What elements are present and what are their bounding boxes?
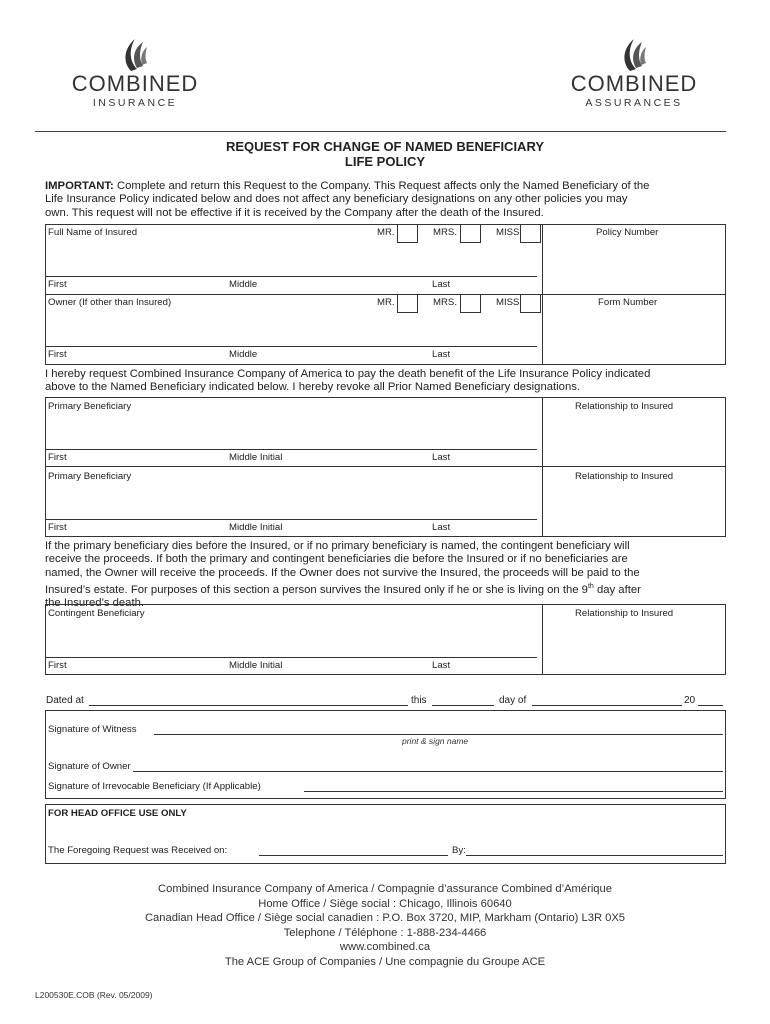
primary2-name-line[interactable] [45, 519, 537, 520]
primary-beneficiary-label: Primary Beneficiary [48, 401, 132, 412]
insured-divider [542, 224, 543, 295]
owner-mr-checkbox[interactable] [397, 294, 418, 313]
brand-name: COMBINED [71, 71, 199, 96]
dated-at-field[interactable] [89, 705, 408, 706]
mr-label: MR. [377, 227, 395, 238]
miss-label: MISS [496, 227, 520, 238]
contingent-name-line[interactable] [45, 657, 537, 658]
owner-signature-label: Signature of Owner [48, 761, 131, 772]
feather-logo-icon [115, 35, 155, 73]
owner-miss-checkbox[interactable] [520, 294, 541, 313]
last-label: Last [432, 522, 451, 533]
mr-label: MR. [377, 297, 395, 308]
contingent-line-4b: day after [593, 583, 641, 596]
primary1-name-line[interactable] [45, 449, 537, 450]
superscript-th: th [587, 583, 594, 591]
first-label: First [48, 279, 67, 290]
miss-label: MISS [496, 297, 520, 308]
first-label: First [48, 349, 67, 360]
title-line-2: LIFE POLICY [344, 154, 426, 169]
brand-sub: ASSURANCES [585, 97, 683, 109]
brand-name: COMBINED [570, 71, 698, 96]
miss-checkbox[interactable] [520, 224, 541, 243]
this-field[interactable] [432, 705, 494, 706]
important-line-1: Complete and return this Request to the Company. This Request affects only the Named Beneficiary of the [113, 180, 650, 192]
footer-line-3: Canadian Head Office / Siège social canadien : P.O. Box 3720, MIP, Markham (Ontario) L3R 0X5 [144, 912, 626, 925]
form-code: L200530E.COB (Rev. 05/2009) [35, 990, 153, 1000]
owner-name-line[interactable] [45, 346, 537, 347]
important-notice [45, 180, 727, 220]
day-of-field[interactable] [532, 705, 682, 706]
irrevocable-signature-line[interactable] [304, 791, 723, 792]
relationship-label: Relationship to Insured [575, 608, 674, 619]
head-office-title: FOR HEAD OFFICE USE ONLY [48, 808, 187, 819]
mrs-label: MRS. [433, 297, 457, 308]
logo-combined-insurance [45, 35, 225, 109]
contingent-line-3: named, the Owner will receive the proceeds. If the Owner does not survive the Insured, the proceeds will be paid to the [45, 566, 640, 579]
request-line-1: I hereby request Combined Insurance Company of America to pay the death benefit of the Life Insurance Policy indicated [45, 368, 651, 380]
by-label: By: [452, 845, 466, 856]
request-line-2: above to the Named Beneficiary indicated below. I hereby revoke all Prior Named Beneficiary designations. [45, 381, 581, 394]
contingent-text [45, 540, 727, 611]
owner-signature-line[interactable] [133, 771, 723, 772]
footer-line-4: Telephone / Téléphone : 1-888-234-4466 [283, 926, 487, 939]
last-label: Last [432, 452, 451, 463]
middle-initial-label: Middle Initial [229, 522, 283, 533]
primary-beneficiary-label: Primary Beneficiary [48, 471, 132, 482]
important-line-2: Life Insurance Policy indicated below and does not affect any beneficiary designations on any other policies you may [45, 193, 628, 206]
dated-at-label: Dated at [46, 695, 84, 706]
middle-label: Middle [229, 279, 258, 290]
year-label: 20 [684, 695, 696, 706]
last-label: Last [432, 660, 451, 671]
middle-label: Middle [229, 349, 258, 360]
footer-line-2: Home Office / Siège social : Chicago, Illinois 60640 [258, 897, 512, 910]
middle-initial-label: Middle Initial [229, 452, 283, 463]
last-label: Last [432, 349, 451, 360]
print-sign-note: print & sign name [402, 736, 469, 746]
contingent-line-2: receive the proceeds. If both the primary and contingent beneficiaries die before the Insured or if no beneficiaries are [45, 553, 628, 566]
year-field[interactable] [698, 705, 723, 706]
first-label: First [48, 660, 67, 671]
important-label: IMPORTANT: [45, 180, 114, 192]
insured-name-line[interactable] [45, 276, 537, 277]
this-label: this [411, 695, 427, 706]
first-label: First [48, 452, 67, 463]
primary2-divider [542, 466, 543, 537]
last-label: Last [432, 279, 451, 290]
contingent-line-4a: Insured’s estate. For purposes of this section a person survives the Insured only if he or she is living on the 9 [45, 583, 588, 596]
contingent-line-1: If the primary beneficiary dies before the Insured, or if no primary beneficiary is named, the contingent beneficiary will [45, 540, 630, 552]
witness-signature-line[interactable] [154, 734, 723, 735]
primary1-divider [542, 397, 543, 467]
footer-website: www.combined.ca [339, 941, 431, 954]
form-title [35, 139, 735, 169]
header-rule [35, 131, 726, 132]
contingent-beneficiary-label: Contingent Beneficiary [48, 608, 145, 619]
irrevocable-signature-label: Signature of Irrevocable Beneficiary (If Applicable) [48, 781, 261, 792]
footer-line-1: Combined Insurance Company of America / Compagnie d’assurance Combined d’Amérique [158, 883, 612, 895]
request-text [45, 368, 727, 395]
title-line-1: REQUEST FOR CHANGE OF NAMED BENEFICIARY [225, 139, 545, 154]
mrs-label: MRS. [433, 227, 457, 238]
day-of-label: day of [499, 695, 527, 706]
policy-number-label: Policy Number [596, 227, 659, 238]
mrs-checkbox[interactable] [460, 224, 481, 243]
contingent-divider [542, 604, 543, 675]
footer-line-6: The ACE Group of Companies / Une compagnie du Groupe ACE [224, 955, 546, 968]
contingent-line-5: the Insured’s death. [45, 597, 145, 610]
relationship-label: Relationship to Insured [575, 471, 674, 482]
owner-divider [542, 294, 543, 365]
received-on-label: The Foregoing Request was Received on: [48, 845, 228, 856]
logo-combined-assurances [544, 35, 724, 109]
important-line-3: own. This request will not be effective if it is received by the Company after the death of the Insured. [45, 206, 544, 219]
owner-mrs-checkbox[interactable] [460, 294, 481, 313]
first-label: First [48, 522, 67, 533]
witness-signature-label: Signature of Witness [48, 724, 137, 735]
received-on-field[interactable] [259, 855, 448, 856]
owner-label: Owner (If other than Insured) [48, 297, 172, 308]
company-footer [35, 882, 735, 970]
insured-name-label: Full Name of Insured [48, 227, 138, 238]
by-field[interactable] [466, 855, 723, 856]
middle-initial-label: Middle Initial [229, 660, 283, 671]
feather-logo-icon [614, 35, 654, 73]
form-number-label: Form Number [598, 297, 658, 308]
brand-sub: INSURANCE [92, 97, 178, 109]
mr-checkbox[interactable] [397, 224, 418, 243]
relationship-label: Relationship to Insured [575, 401, 674, 412]
